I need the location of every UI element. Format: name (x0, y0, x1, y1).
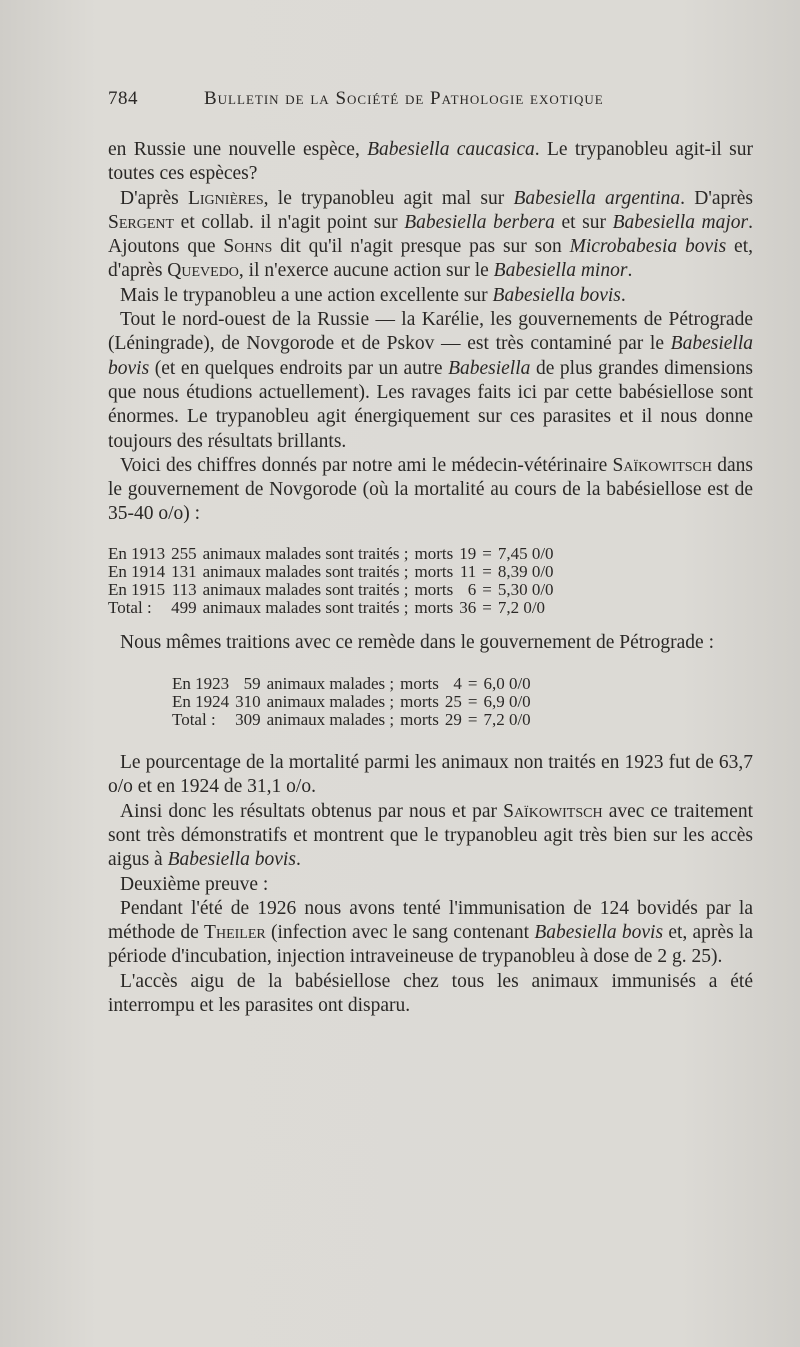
author-name: Sergent (108, 211, 175, 233)
table-row: En 1914 131 animaux malades sont traités ; morts 11 = 8,39 0/0 (108, 561, 554, 581)
species-name: Microbabesia bovis (569, 236, 727, 258)
paragraph-7: Le pourcentage de la mortalité parmi les animaux non traités en 1923 fut de 63,7 o/o et en 1924 de 31,1 o/o. (108, 752, 753, 798)
species-name: Babesiella bovis (167, 849, 296, 871)
journal-title: Bulletin de la Société de Pathologie exotique (204, 88, 604, 109)
species-name: Babesiella caucasica (367, 139, 535, 160)
page-body (108, 138, 753, 1018)
table-row: En 1923 59 animaux malades ; morts 4 = 6,0 0/0 (172, 674, 531, 694)
table-row: En 1915 113 animaux malades sont traités ; morts 6 = 5,30 0/0 (108, 579, 554, 599)
species-name: Babesiella major (612, 211, 749, 233)
species-name: Babesiella argentina (513, 187, 681, 209)
author-name: Lignières (187, 187, 264, 209)
paragraph-8: Ainsi donc les résultats obtenus par nous et par Saïkowitsch avec ce traitement sont très démonstratifs et montrent que le trypanobleu agit très bien sur les accès aigus à Babesiella bovis. (108, 800, 753, 871)
paragraph-4: Tout le nord-ouest de la Russie — la Karélie, les gouvernements de Pétrograde (Léningrade), de Novgorode et de Pskov — est très contaminé par le Babesiella bovis (et en quelques endroits par un autre Babesiella de plus grandes dimensions que nous étudions actuellement). Les ravages faits ici par cette babésiellose sont énormes. Le trypanobleu agit énergiquement sur ces parasites et il nous donne toujours des résultats brillants. (108, 309, 754, 452)
table-row: En 1913 255 animaux malades sont traités ; morts 19 = 7,45 0/0 (108, 543, 554, 563)
paragraph-11: L'accès aigu de la babésiellose chez tous les animaux immunisés a été interrompu et les parasites ont disparu. (108, 970, 753, 1017)
author-name: Saïkowitsch (612, 454, 713, 476)
paragraph-5: Voici des chiffres donnés par notre ami le médecin-vétérinaire Saïkowitsch dans le gouvernement de Novgorode (où la mortalité au cours de la babésiellose est de 35-40 o/o) : (108, 454, 753, 525)
author-name: Saïkowitsch (503, 800, 603, 822)
species-name: Babesiella minor (493, 260, 628, 282)
paragraph-9: Deuxième preuve : (120, 873, 269, 895)
paragraph-3: Mais le trypanobleu a une action excellente sur Babesiella bovis. (120, 284, 626, 306)
author-name: Sohns (223, 236, 273, 258)
paragraph-1: en Russie une nouvelle espèce, Babesiella caucasica. Le trypanobleu agit-il sur toutes ces espèces? (108, 139, 754, 185)
author-name: Theiler (204, 922, 266, 944)
species-name: Babesiella bovis (534, 922, 664, 944)
table-row-total: Total : 499 animaux malades sont traités ; morts 36 = 7,2 0/0 (108, 597, 546, 617)
species-name: Babesiella bovis (492, 284, 621, 306)
paragraph-10: Pendant l'été de 1926 nous avons tenté l'immunisation de 124 bovidés par la méthode de Theiler (infection avec le sang contenant Babesiella bovis et, après la période d'incubation, injection intraveineuse de trypanobleu à dose de 2 g. 25). (108, 897, 753, 968)
paragraph-6: Nous mêmes traitions avec ce remède dans le gouvernement de Pétrograde : (120, 631, 714, 653)
table-row: En 1924 310 animaux malades ; morts 25 = 6,9 0/0 (172, 692, 531, 712)
mortality-table-novgorode (108, 545, 560, 617)
species-name: Babesiella bovis (108, 333, 753, 379)
page-number: 784 (108, 88, 138, 109)
mortality-table-petrograde (172, 675, 537, 729)
table-row-total: Total : 309 animaux malades ; morts 29 = 7,2 0/0 (172, 710, 531, 730)
species-name: Babesiella (448, 357, 531, 379)
author-name: Quevedo (167, 260, 239, 282)
species-name: Babesiella berbera (404, 211, 555, 233)
paragraph-2: D'après Lignières, le trypanobleu agit mal sur Babesiella argentina. D'après Sergent et collab. il n'agit point sur Babesiella berbera et sur Babesiella major. Ajoutons que Sohns dit qu'il n'agit presque pas sur son Microbabesia bovis et, d'après Quevedo, il n'exerce aucune action sur le Babesiella minor. (108, 187, 754, 282)
